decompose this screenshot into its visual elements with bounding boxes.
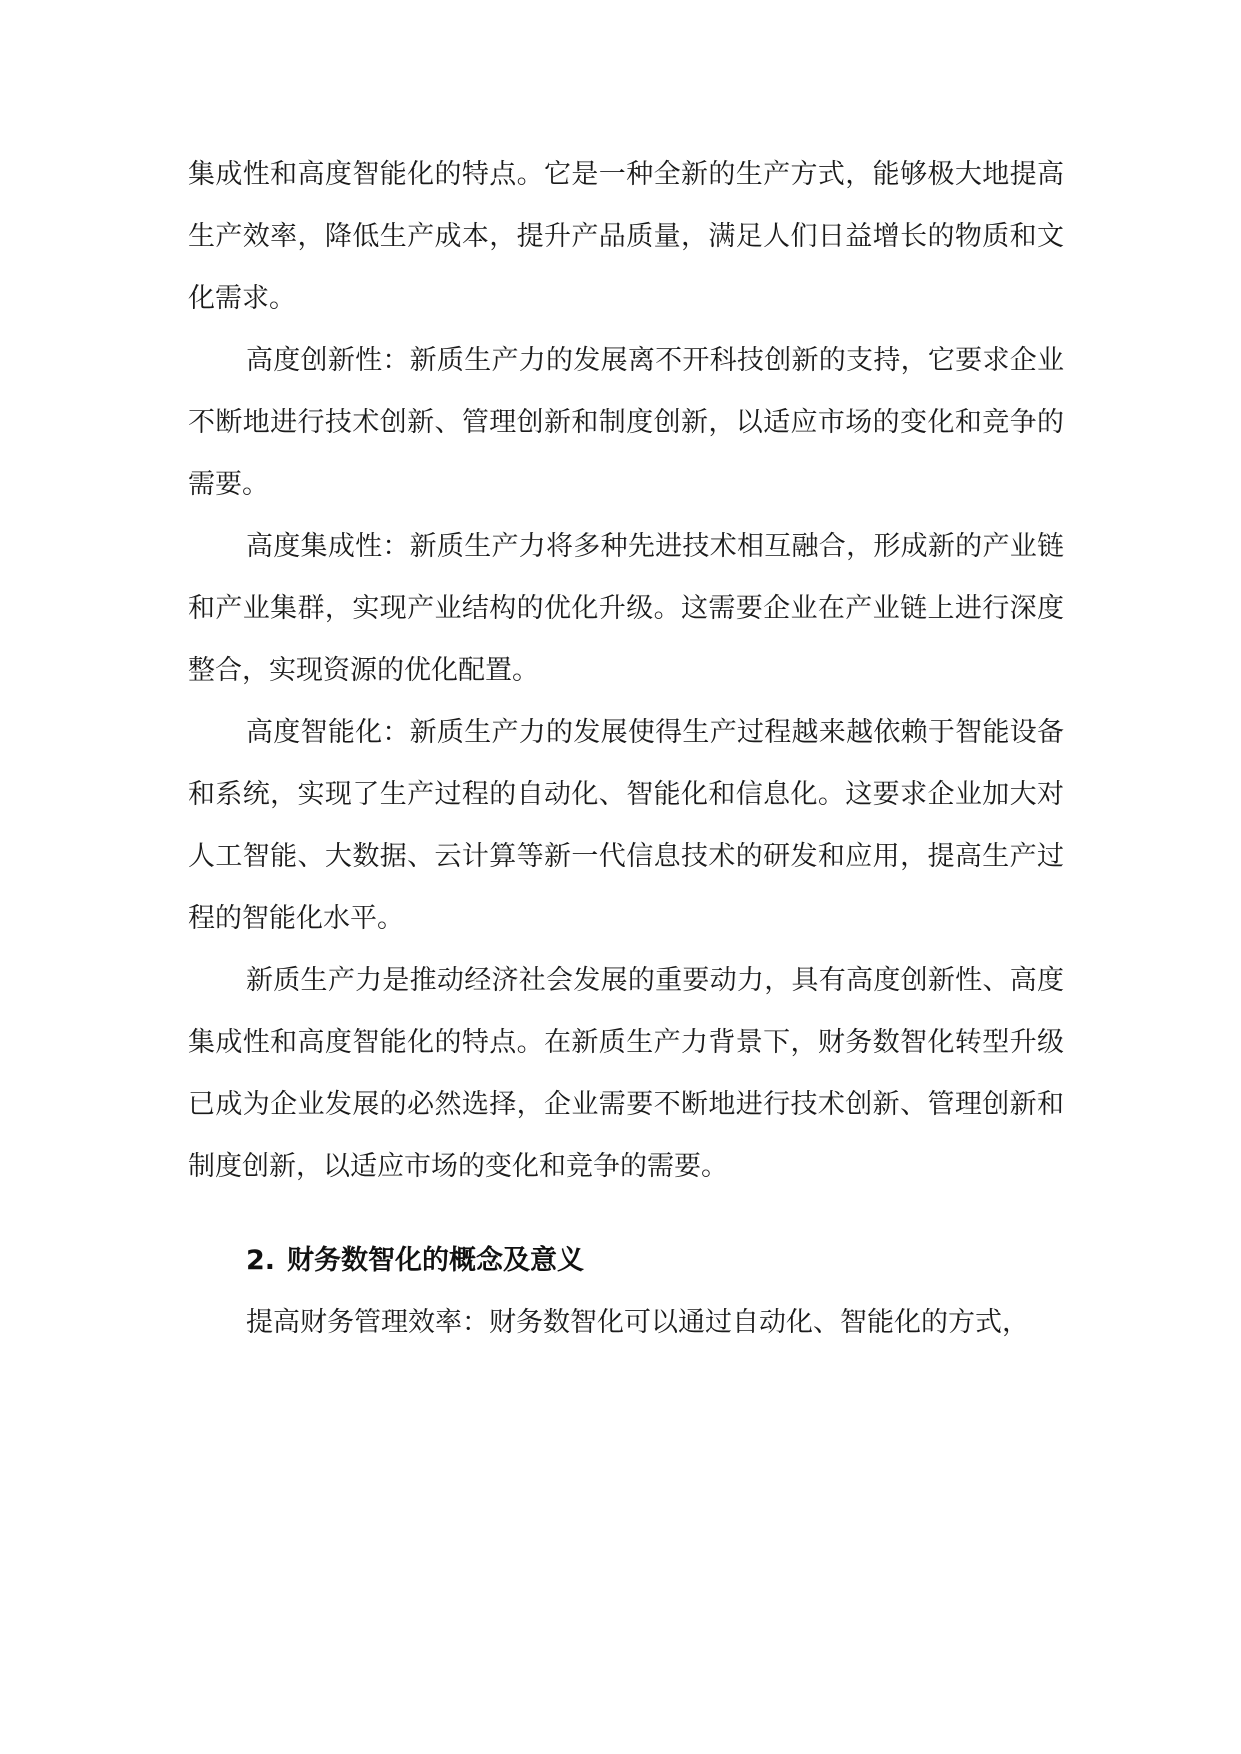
section-heading <box>188 1230 1064 1292</box>
body-paragraph-integration: 高度集成性：新质生产力将多种先进技术相互融合，形成新的产业链和产业集群，实现产业结构的优化升级。这需要企业在产业链上进行深度整合，实现资源的优化配置。 <box>188 531 1064 686</box>
body-paragraph-continued: 集成性和高度智能化的特点。它是一种全新的生产方式，能够极大地提高生产效率，降低生产成本，提升产品质量，满足人们日益增长的物质和文化需求。 <box>188 159 1064 314</box>
section-spacer <box>188 1198 1064 1230</box>
body-paragraph-innovation: 高度创新性：新质生产力的发展离不开科技创新的支持，它要求企业不断地进行技术创新、管理创新和制度创新，以适应市场的变化和竞争的需要。 <box>188 345 1064 500</box>
body-paragraph-intelligence: 高度智能化：新质生产力的发展使得生产过程越来越依赖于智能设备和系统，实现了生产过程的自动化、智能化和信息化。这要求企业加大对人工智能、大数据、云计算等新一代信息技术的研发和应用，提高生产过程的智能化水平。 <box>188 717 1064 934</box>
section-number: 2. <box>246 1245 276 1276</box>
body-paragraph-summary: 新质生产力是推动经济社会发展的重要动力，具有高度创新性、高度集成性和高度智能化的特点。在新质生产力背景下，财务数智化转型升级已成为企业发展的必然选择，企业需要不断地进行技术创新、管理创新和制度创新，以适应市场的变化和竞争的需要。 <box>188 965 1064 1182</box>
document-body <box>188 144 1064 1354</box>
section-title: 财务数智化的概念及意义 <box>287 1245 585 1276</box>
body-paragraph-efficiency: 提高财务管理效率：财务数智化可以通过自动化、智能化的方式， <box>246 1307 1029 1338</box>
